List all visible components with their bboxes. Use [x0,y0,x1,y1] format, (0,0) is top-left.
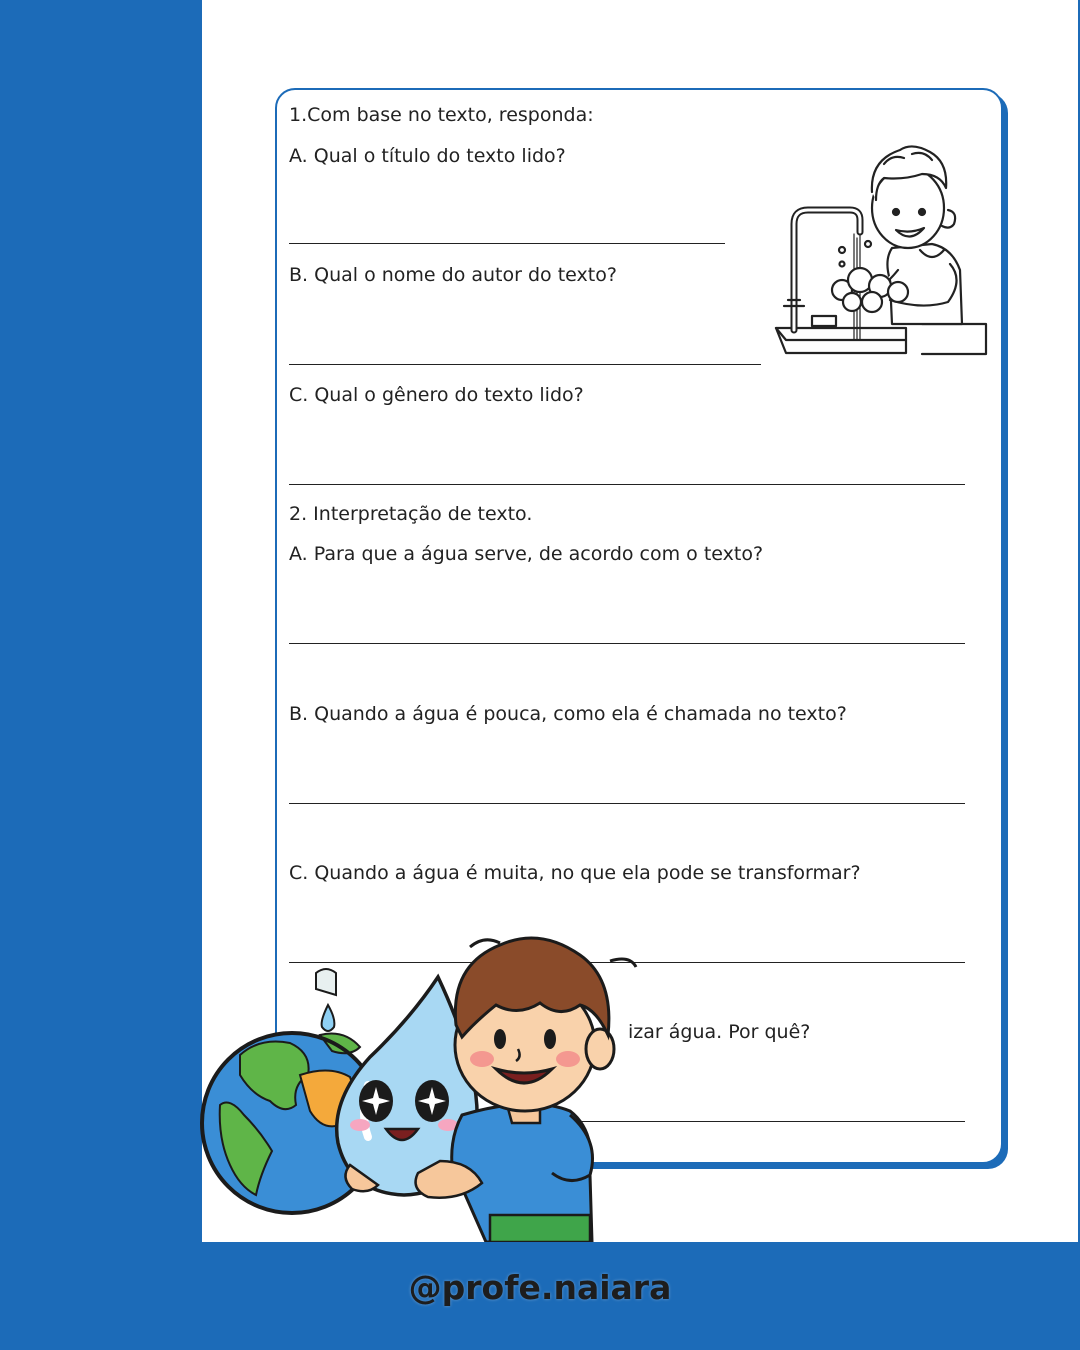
question-2b: B. Quando a água é pouca, como ela é chamada no texto? [289,703,847,725]
answer-line-1b[interactable] [289,364,761,365]
author-handle: @profe.naiara [408,1268,672,1307]
question-2c: C. Quando a água é muita, no que ela pode se transformar? [289,862,861,884]
answer-line-1c[interactable] [289,484,965,485]
question-1a: A. Qual o título do texto lido? [289,145,566,167]
question-2d-partial: izar água. Por quê? [628,1021,811,1043]
answer-line-2b[interactable] [289,803,965,804]
question-1b: B. Qual o nome do autor do texto? [289,264,617,286]
question-2a: A. Para que a água serve, de acordo com o texto? [289,543,764,565]
question-2-header: 2. Interpretação de texto. [289,503,533,525]
answer-line-2a[interactable] [289,643,965,644]
question-1-header: 1.Com base no texto, responda: [289,104,594,126]
boy-washing-hands-illustration [772,140,992,360]
question-1c: C. Qual o gênero do texto lido? [289,384,584,406]
boy-globe-water-drop-illustration [200,925,650,1242]
answer-line-1a[interactable] [289,243,725,244]
